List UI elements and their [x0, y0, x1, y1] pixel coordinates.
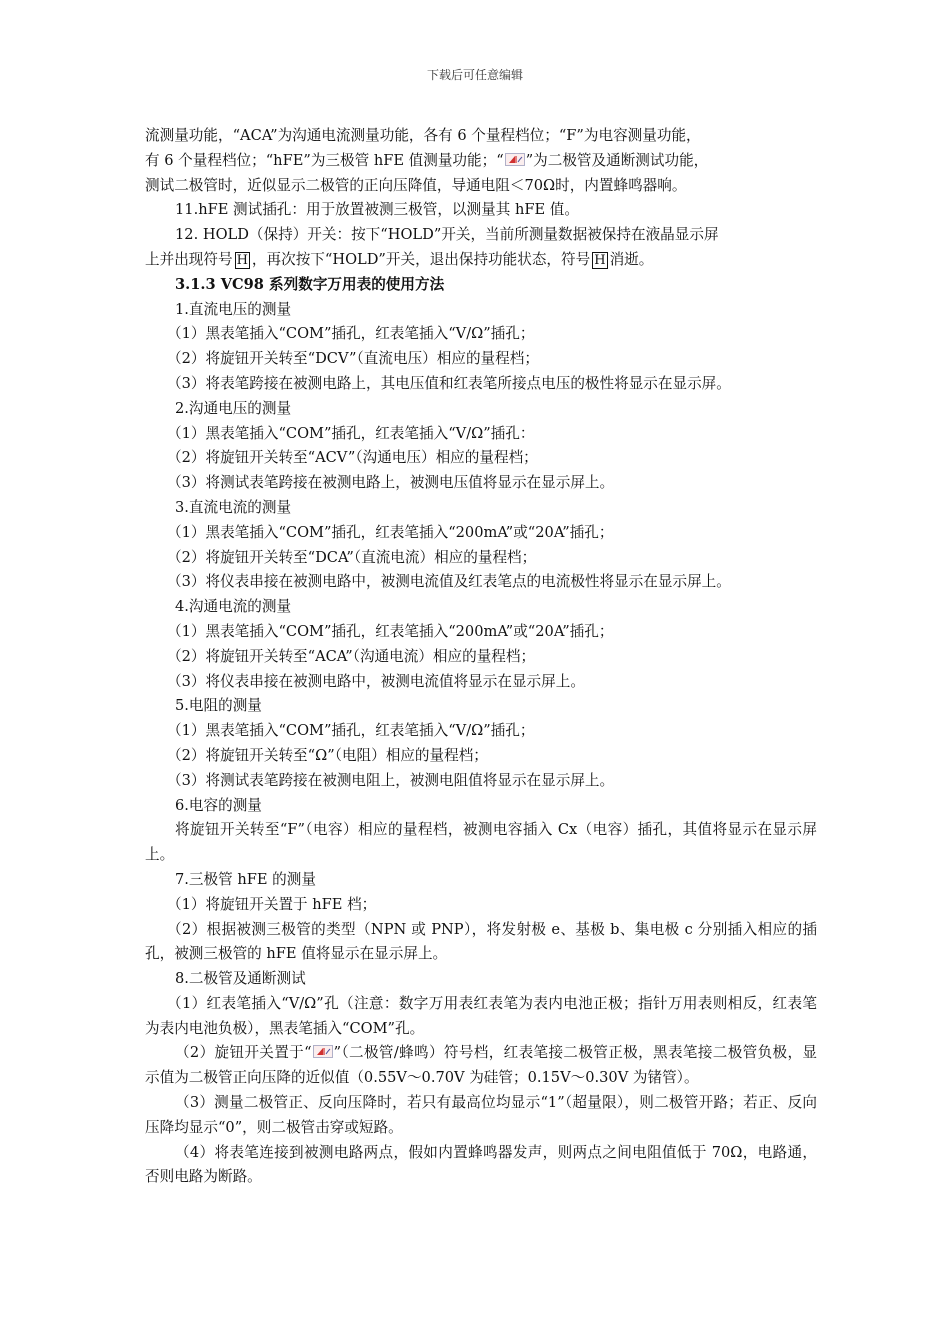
step-line: （2）将旋钮开关转至“ACA”（沟通电流）相应的量程档； [167, 647, 536, 665]
paragraph-line: 12. HOLD（保持）开关：按下“HOLD”开关，当前所测量数据被保持在液晶显示屏 [175, 226, 719, 244]
step-line: （2）将旋钮开关转至“Ω”（电阻）相应的量程档； [167, 746, 488, 764]
document-body [145, 124, 817, 1190]
paragraph-line: 流测量功能，“ACA”为沟通电流测量功能，各有 6 个量程档位；“F”为电容测量功能， [145, 127, 701, 144]
subsection-title: 1.直流电压的测量 [175, 300, 292, 318]
step-paragraph: （2）根据被测三极管的类型（NPN 或 PNP），将发射极 e、基极 b、集电极 c 分别插入相应的插孔，被测三极管的 hFE 值将显示在显示屏上。 [145, 920, 817, 963]
step-line: （1）黑表笔插入“COM”插孔，红表笔插入“V/Ω”插孔： [167, 424, 535, 442]
step-line: （3）将仪表串接在被测电路中，被测电流值将显示在显示屏上。 [167, 672, 585, 690]
step-line: （3）将仪表串接在被测电路中，被测电流值及红表笔点的电流极性将显示在显示屏上。 [167, 573, 731, 591]
text-run: ”（二极管/蜂鸣）符号档，红表笔接二极管正极，黑表笔接二极管负极，显示值为二极管正向压降的近似值（0.55V～0.70V 为硅管；0.15V～0.30V 为锗管）。 [145, 1044, 817, 1087]
hold-symbol-box: H [236, 252, 248, 268]
step-paragraph: （4）将表笔连接到被测电路两点，假如内置蜂鸣器发声，则两点之间电阻值低于 70Ω，电路通，否则电路为断路。 [145, 1143, 817, 1186]
diode-buzzer-icon [505, 153, 525, 166]
subsection-title: 2.沟通电压的测量 [175, 399, 292, 417]
step-line: （2）将旋钮开关转至“ACV”（沟通电压）相应的量程档； [167, 449, 538, 467]
paragraph-line: 测试二极管时，近似显示二极管的正向压降值，导通电阻＜70Ω时，内置蜂鸣器响。 [145, 176, 687, 194]
step-paragraph: （3）测量二极管正、反向压降时，若只有最高位均显示“1”（超量限），则二极管开路；若正、反向压降均显示“0”，则二极管击穿或短路。 [145, 1094, 817, 1136]
step-line: （1）将旋钮开关置于 hFE 档； [167, 895, 377, 913]
paragraph-line [145, 149, 817, 174]
subsection-title: 3.直流电流的测量 [175, 498, 292, 516]
page-header: 下载后可任意编辑 [426, 68, 523, 82]
step-line: （1）黑表笔插入“COM”插孔，红表笔插入“200mA”或“20A”插孔； [167, 622, 614, 640]
text-run: ”为二极管及通断测试功能， [525, 151, 709, 169]
step-line: （1）黑表笔插入“COM”插孔，红表笔插入“V/Ω”插孔； [167, 325, 535, 343]
paragraph-line: 11.hFE 测试插孔：用于放置被测三极管，以测量其 hFE 值。 [175, 201, 579, 219]
step-line: （3）将测试表笔跨接在被测电阻上，被测电阻值将显示在显示屏上。 [167, 771, 615, 789]
step-line: （3）将表笔跨接在被测电路上，其电压值和红表笔所接点电压的极性将显示在显示屏。 [167, 374, 731, 392]
subsection-title: 7.三极管 hFE 的测量 [175, 870, 316, 888]
subsection-title: 4.沟通电流的测量 [175, 598, 292, 616]
step-line: （1）黑表笔插入“COM”插孔，红表笔插入“V/Ω”插孔； [167, 722, 535, 740]
step-line: （3）将测试表笔跨接在被测电路上，被测电压值将显示在显示屏上。 [167, 474, 615, 492]
text-run: （2）旋钮开关置于“ [175, 1044, 312, 1062]
step-line: （2）将旋钮开关转至“DCV”（直流电压）相应的量程档； [167, 350, 539, 368]
text-run: ，再次按下“HOLD”开关，退出保持功能状态，符号 [251, 250, 591, 268]
diode-buzzer-icon [313, 1045, 333, 1058]
hold-symbol-box: H [594, 252, 606, 268]
step-paragraph [145, 1041, 817, 1091]
text-run: 有 6 个量程档位；“hFE”为三极管 hFE 值测量功能；“ [145, 151, 504, 169]
step-line: （1）黑表笔插入“COM”插孔，红表笔插入“200mA”或“20A”插孔； [167, 523, 614, 541]
text-run: 消逝。 [609, 250, 654, 268]
paragraph: 将旋钮开关转至“F”（电容）相应的量程档，被测电容插入 Cx（电容）插孔，其值将显示在显示屏上。 [145, 821, 817, 864]
step-paragraph: （1）红表笔插入“V/Ω”孔（注意：数字万用表红表笔为表内电池正极；指针万用表则相反，红表笔为表内电池负极），黑表笔插入“COM”孔。 [145, 994, 817, 1037]
step-line: （2）将旋钮开关转至“DCA”（直流电流）相应的量程档； [167, 548, 537, 566]
subsection-title: 8.二极管及通断测试 [175, 970, 306, 988]
section-heading: 3.1.3 VC98 系列数字万用表的使用方法 [175, 275, 445, 293]
subsection-title: 6.电容的测量 [175, 796, 262, 814]
subsection-title: 5.电阻的测量 [175, 697, 262, 715]
text-run: 上并出现符号 [145, 250, 233, 268]
paragraph-line [145, 248, 817, 273]
